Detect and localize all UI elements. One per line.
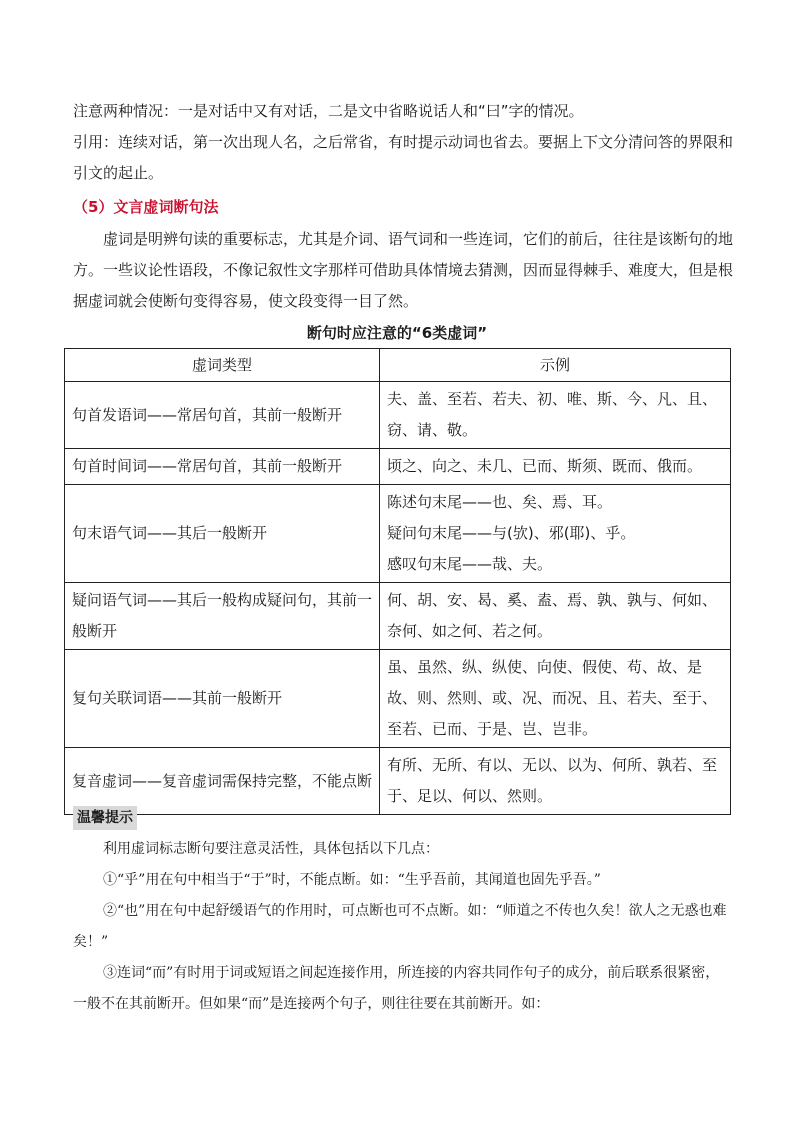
table-header-row <box>65 349 731 382</box>
section-title: （5）文言虚词断句法 <box>73 198 219 216</box>
section-paragraph: 虚词是明辨句读的重要标志，尤其是介词、语气词和一些连词，它们的前后，往往是该断句的地方。一些议论性语段，不像记叙性文字那样可借助具体情境去猜测，因而显得棘手、难度大，但是根据虚词就会使断句变得容易，使文段变得一目了然。 <box>73 230 734 310</box>
word-type-cell: 句末语气词——其后一般断开 <box>65 485 380 583</box>
header-examples: 示例 <box>380 349 731 382</box>
tips-intro: 利用虚词标志断句要注意灵活性，具体包括以下几点： <box>103 841 439 857</box>
header-type: 虚词类型 <box>65 349 380 382</box>
word-type-cell: 句首发语词——常居句首，其前一般断开 <box>65 382 380 449</box>
example-line: 何、胡、安、曷、奚、盍、焉、孰、孰与、何如、奈何、如之何、若之何。 <box>387 591 718 640</box>
examples-cell <box>380 583 731 650</box>
tips-item-2: ②“也”用在句中起舒缓语气的作用时，可点断也可不点断。如：“师道之不传也久矣！欲人之无惑也难矣！” <box>73 903 727 950</box>
table-row <box>65 449 731 485</box>
word-type-cell: 复句关联词语——其前一般断开 <box>65 650 380 748</box>
intro-line-2: 引用：连续对话，第一次出现人名，之后常省，有时提示动词也省去。要据上下文分清问答的界限和引文的起止。 <box>73 133 734 182</box>
function-words-table <box>64 348 731 815</box>
tips-item-1: ①“乎”用在句中相当于“于”时，不能点断。如：“生乎吾前，其闻道也固先乎吾。” <box>103 872 601 888</box>
tips-label: 温馨提示 <box>73 806 137 830</box>
table-row <box>65 485 731 583</box>
examples-cell <box>380 449 731 485</box>
word-type-cell: 疑问语气词——其后一般构成疑问句，其前一般断开 <box>65 583 380 650</box>
word-type-cell: 句首时间词——常居句首，其前一般断开 <box>65 449 380 485</box>
examples-cell <box>380 748 731 815</box>
table-row <box>65 583 731 650</box>
table-caption: 断句时应注意的“6类虚词” <box>306 324 488 342</box>
example-line: 陈述句末尾——也、矣、焉、耳。 <box>387 493 613 511</box>
example-line: 疑问句末尾——与(欤)、邪(耶)、乎。 <box>387 524 636 542</box>
examples-cell <box>380 650 731 748</box>
table-row <box>65 748 731 815</box>
table-row <box>65 650 731 748</box>
examples-cell <box>380 485 731 583</box>
example-line: 感叹句末尾——哉、夫。 <box>387 555 553 573</box>
word-type-cell: 复音虚词——复音虚词需保持完整，不能点断 <box>65 748 380 815</box>
example-line: 有所、无所、有以、无以、以为、何所、孰若、至于、足以、何以、然则。 <box>387 756 718 805</box>
example-line: 顷之、向之、未几、已而、斯须、既而、俄而。 <box>387 457 703 475</box>
examples-cell <box>380 382 731 449</box>
example-line: 虽、虽然、纵、纵使、向使、假使、苟、故、是故、则、然则、或、况、而况、且、若夫、至于、至若、已而、于是、岂、岂非。 <box>387 658 718 738</box>
intro-line-1: 注意两种情况：一是对话中又有对话，二是文中省略说话人和“曰”字的情况。 <box>73 102 584 120</box>
example-line: 夫、盖、至若、若夫、初、唯、斯、今、凡、且、窃、请、敬。 <box>387 390 718 439</box>
table-row <box>65 382 731 449</box>
table-body <box>65 382 731 815</box>
tips-item-3: ③连词“而”有时用于词或短语之间起连接作用，所连接的内容共同作句子的成分，前后联系很紧密，一般不在其前断开。但如果“而”是连接两个句子，则往往要在其前断开。如： <box>73 965 720 1012</box>
